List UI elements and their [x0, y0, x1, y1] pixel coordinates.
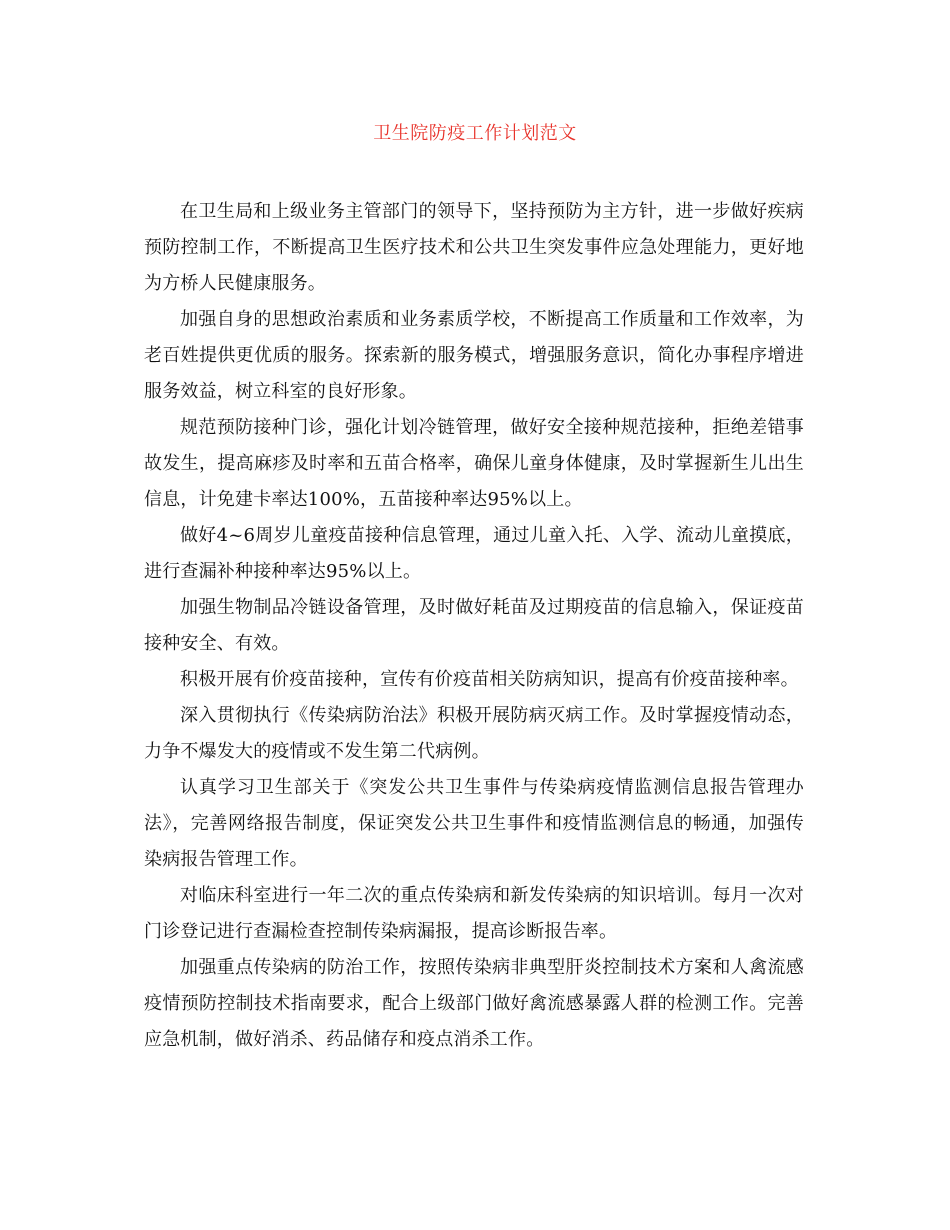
paragraph-4: 做好4~6周岁儿童疫苗接种信息管理，通过儿童入托、入学、流动儿童摸底，进行查漏补种接种率达95%以上。: [144, 525, 804, 582]
document-body: [144, 194, 804, 1058]
paragraph-7: 深入贯彻执行《传染病防治法》积极开展防病灭病工作。及时掌握疫情动态，力争不爆发大的疫情或不发生第二代病例。: [144, 705, 804, 762]
document-title: 卫生院防疫工作计划范文: [373, 123, 577, 144]
paragraph-8: 认真学习卫生部关于《突发公共卫生事件与传染病疫情监测信息报告管理办法》，完善网络报告制度，保证突发公共卫生事件和疫情监测信息的畅通，加强传染病报告管理工作。: [144, 777, 804, 870]
paragraph-1: 在卫生局和上级业务主管部门的领导下，坚持预防为主方针，进一步做好疾病预防控制工作，不断提高卫生医疗技术和公共卫生突发事件应急处理能力，更好地为方桥人民健康服务。: [144, 201, 804, 294]
paragraph-9: 对临床科室进行一年二次的重点传染病和新发传染病的知识培训。每月一次对门诊登记进行查漏检查控制传染病漏报，提高诊断报告率。: [144, 885, 804, 942]
paragraph-3: 规范预防接种门诊，强化计划冷链管理，做好安全接种规范接种，拒绝差错事故发生，提高麻疹及时率和五苗合格率，确保儿童身体健康，及时掌握新生儿出生信息，计免建卡率达100%，五苗接种率达95%以上。: [144, 417, 804, 510]
paragraph-6: 积极开展有价疫苗接种，宣传有价疫苗相关防病知识，提高有价疫苗接种率。: [180, 669, 799, 690]
paragraph-5: 加强生物制品冷链设备管理，及时做好耗苗及过期疫苗的信息输入，保证疫苗接种安全、有效。: [144, 597, 804, 654]
paragraph-10: 加强重点传染病的防治工作，按照传染病非典型肝炎控制技术方案和人禽流感疫情预防控制技术指南要求，配合上级部门做好禽流感暴露人群的检测工作。完善应急机制，做好消杀、药品储存和疫点消杀工作。: [144, 957, 804, 1050]
paragraph-2: 加强自身的思想政治素质和业务素质学校，不断提高工作质量和工作效率，为老百姓提供更优质的服务。探索新的服务模式，增强服务意识，简化办事程序增进服务效益，树立科室的良好形象。: [144, 309, 804, 402]
